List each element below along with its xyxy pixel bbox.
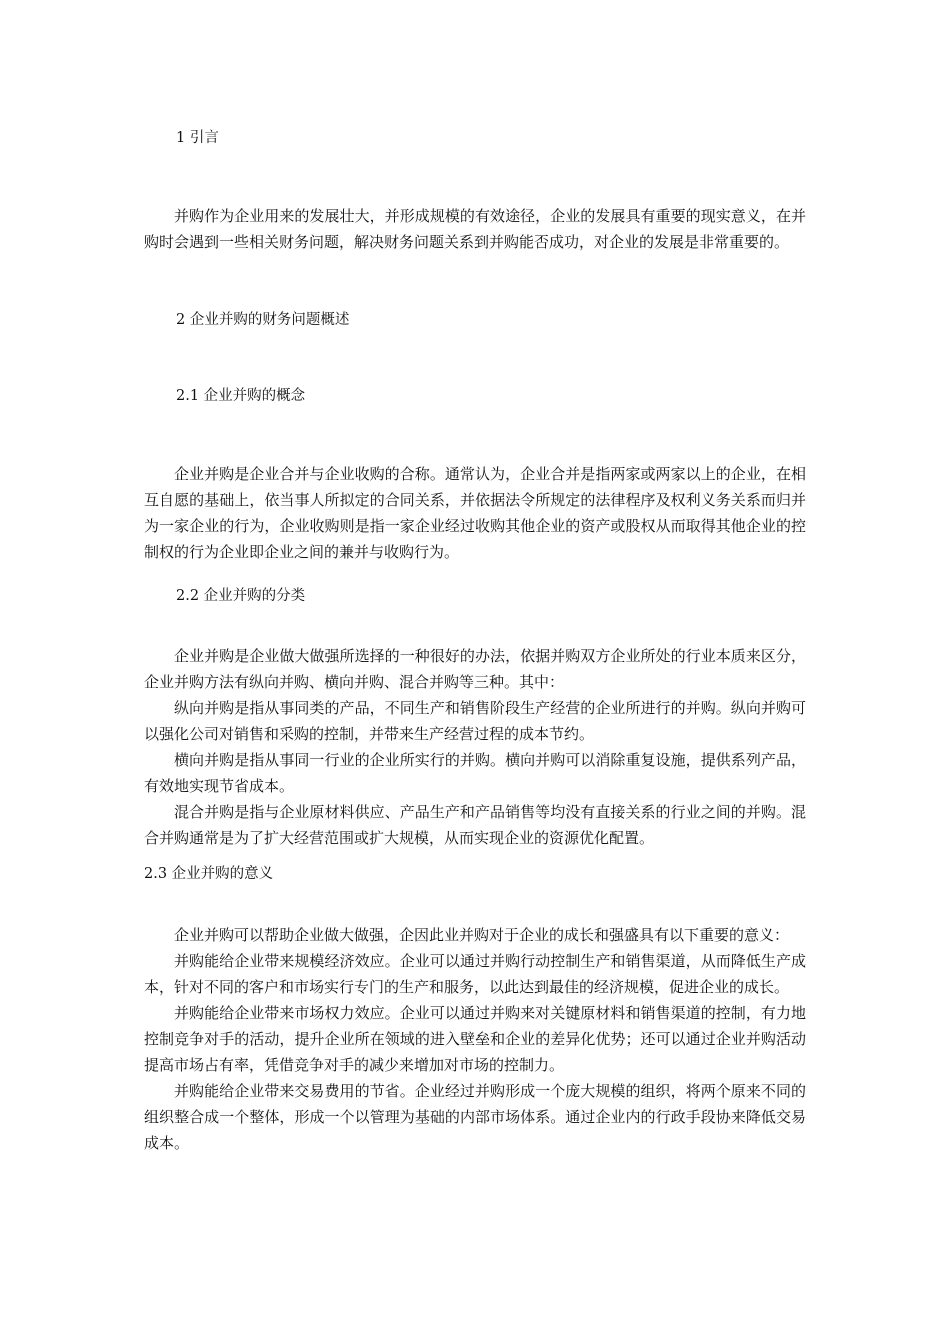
heading-section-2-3: 2.3 企业并购的意义 bbox=[144, 866, 274, 882]
heading-section-2: 2 企业并购的财务问题概述 bbox=[176, 312, 350, 328]
paragraph-mixed-merger: 混合并购是指与企业原材料供应、产品生产和产品销售等均没有直接关系的行业之间的并购。混合并购通常是为了扩大经营范围或扩大规模，从而实现企业的资源优化配置。 bbox=[144, 803, 806, 847]
heading-section-2-1: 2.1 企业并购的概念 bbox=[176, 388, 306, 404]
paragraph-classification-intro: 企业并购是企业做大做强所选择的一种很好的办法，依据并购双方企业所处的行业本质来区分，企业并购方法有纵向并购、横向并购、混合并购等三种。其中： bbox=[144, 647, 806, 691]
paragraph-concept-block bbox=[144, 461, 806, 565]
heading-introduction: 1 引言 bbox=[176, 130, 219, 146]
heading-section-2-2: 2.2 企业并购的分类 bbox=[176, 588, 306, 604]
classification-block bbox=[144, 643, 806, 851]
paragraph-transaction-cost: 并购能给企业带来交易费用的节省。企业经过并购形成一个庞大规模的组织，将两个原来不同的组织整合成一个整体，形成一个以管理为基础的内部市场体系。通过企业内的行政手段协来降低交易成本。 bbox=[144, 1082, 806, 1152]
meaning-block bbox=[144, 922, 806, 1156]
paragraph-vertical-merger: 纵向并购是指从事同类的产品，不同生产和销售阶段生产经营的企业所进行的并购。纵向并购可以强化公司对销售和采购的控制，并带来生产经营过程的成本节约。 bbox=[144, 699, 806, 743]
paragraph-intro-block bbox=[144, 203, 806, 255]
paragraph-intro: 并购作为企业用来的发展壮大，并形成规模的有效途径，企业的发展具有重要的现实意义，在并购时会遇到一些相关财务问题，解决财务问题关系到并购能否成功，对企业的发展是非常重要的。 bbox=[144, 207, 806, 251]
paragraph-concept: 企业并购是企业合并与企业收购的合称。通常认为，企业合并是指两家或两家以上的企业，在相互自愿的基础上，依当事人所拟定的合同关系，并依据法令所规定的法律程序及权利义务关系而归并为一家企业的行为，企业收购则是指一家企业经过收购其他企业的资产或股权从而取得其他企业的控制权的行为企业即企业之间的兼并与收购行为。 bbox=[144, 465, 806, 561]
paragraph-market-power: 并购能给企业带来市场权力效应。企业可以通过并购来对关键原材料和销售渠道的控制，有力地控制竞争对手的活动，提升企业所在领域的进入壁垒和企业的差异化优势；还可以通过企业并购活动提高市场占有率，凭借竞争对手的减少来增加对市场的控制力。 bbox=[144, 1004, 806, 1074]
paragraph-meaning-intro: 企业并购可以帮助企业做大做强，企因此业并购对于企业的成长和强盛具有以下重要的意义： bbox=[174, 926, 790, 944]
paragraph-horizontal-merger: 横向并购是指从事同一行业的企业所实行的并购。横向并购可以消除重复设施，提供系列产品，有效地实现节省成本。 bbox=[144, 751, 806, 795]
paragraph-scale-economy: 并购能给企业带来规模经济效应。企业可以通过并购行动控制生产和销售渠道，从而降低生产成本，针对不同的客户和市场实行专门的生产和服务，以此达到最佳的经济规模，促进企业的成长。 bbox=[144, 952, 806, 996]
